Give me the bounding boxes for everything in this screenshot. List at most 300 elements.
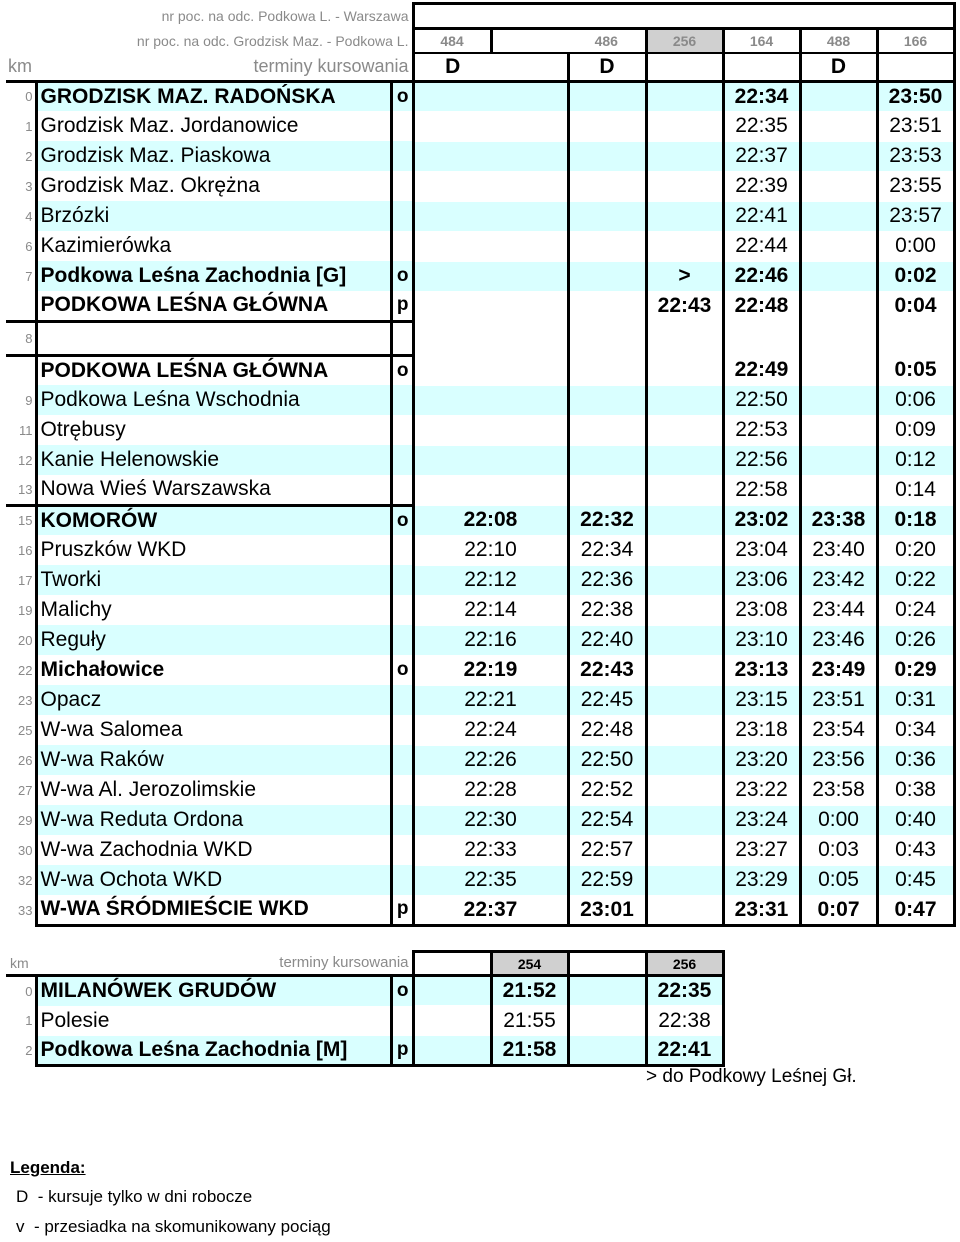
time-cell — [568, 445, 646, 475]
time-cell: 0:07 — [800, 895, 877, 925]
time-cell: 22:41 — [646, 1036, 723, 1066]
station-name: Tworki — [36, 565, 391, 595]
time-cell: 23:20 — [723, 745, 800, 775]
km-value: 1 — [6, 111, 36, 141]
time-cell — [568, 81, 646, 111]
time-cell — [800, 321, 877, 355]
time-cell — [646, 505, 723, 535]
km-value: 29 — [6, 805, 36, 835]
time-cell — [646, 595, 723, 625]
table-row — [6, 201, 954, 231]
time-cell: 22:28 — [413, 775, 568, 805]
time-cell: 22:41 — [723, 201, 800, 231]
table-row — [6, 321, 954, 355]
time-cell — [413, 201, 568, 231]
time-cell: 22:52 — [568, 775, 646, 805]
station-name: MILANÓWEK GRUDÓW — [36, 976, 391, 1006]
time-cell — [413, 111, 568, 141]
time-cell: 22:39 — [723, 171, 800, 201]
time-cell — [413, 1006, 491, 1036]
station-name: Michałowice — [36, 655, 391, 685]
time-cell — [413, 141, 568, 171]
time-cell: 22:30 — [413, 805, 568, 835]
time-cell — [413, 321, 568, 355]
time-cell: 0:18 — [877, 505, 954, 535]
station-mark — [391, 475, 413, 505]
station-mark — [391, 385, 413, 415]
km-header: km — [6, 952, 36, 976]
time-cell: 22:37 — [723, 141, 800, 171]
time-cell: 22:35 — [413, 865, 568, 895]
km-value: 16 — [6, 535, 36, 565]
time-cell — [646, 565, 723, 595]
train-number: 166 — [877, 29, 954, 54]
station-name: PODKOWA LEŚNA GŁÓWNA — [36, 291, 391, 321]
time-cell: 0:04 — [877, 291, 954, 321]
time-cell: 0:14 — [877, 475, 954, 505]
legend-code: D — [16, 1187, 29, 1206]
time-cell: 23:44 — [800, 595, 877, 625]
time-cell: 22:16 — [413, 625, 568, 655]
time-cell: 22:53 — [723, 415, 800, 445]
time-cell — [568, 291, 646, 321]
time-cell: 23:08 — [723, 595, 800, 625]
legend-item — [16, 1217, 331, 1237]
station-mark: o — [391, 505, 413, 535]
station-name — [36, 321, 391, 355]
station-name: GRODZISK MAZ. RADOŃSKA — [36, 81, 391, 111]
time-cell: 22:54 — [568, 805, 646, 835]
time-cell — [646, 201, 723, 231]
table-row — [6, 685, 954, 715]
station-mark: o — [391, 261, 413, 291]
time-cell: 23:04 — [723, 535, 800, 565]
km-value: 2 — [6, 1036, 36, 1066]
time-cell — [413, 261, 568, 291]
time-cell: 0:00 — [800, 805, 877, 835]
table-row — [6, 715, 954, 745]
km-value: 0 — [6, 976, 36, 1006]
station-mark — [391, 445, 413, 475]
station-mark — [391, 1006, 413, 1036]
time-cell — [413, 355, 568, 385]
station-mark — [391, 625, 413, 655]
time-cell: 0:47 — [877, 895, 954, 925]
time-cell — [568, 1006, 646, 1036]
time-cell: 0:22 — [877, 565, 954, 595]
time-cell: 22:08 — [413, 505, 568, 535]
km-value: 17 — [6, 565, 36, 595]
train-number: 256 — [646, 29, 723, 54]
time-cell: 22:58 — [723, 475, 800, 505]
footnote: > do Podkowy Leśnej Gł. — [646, 1066, 857, 1087]
terms-header: terminy kursowania — [36, 53, 413, 81]
table-row — [6, 745, 954, 775]
table-row — [6, 81, 954, 111]
time-cell: 23:01 — [568, 895, 646, 925]
station-name: Podkowa Leśna Zachodnia [M] — [36, 1036, 391, 1066]
time-cell: 0:00 — [877, 231, 954, 261]
table-row — [6, 475, 954, 505]
time-cell: 22:37 — [413, 895, 568, 925]
table-row — [6, 625, 954, 655]
time-cell: 23:56 — [800, 745, 877, 775]
day-code: D — [800, 53, 877, 81]
time-cell: 23:15 — [723, 685, 800, 715]
header-blank — [568, 952, 646, 976]
time-cell — [646, 715, 723, 745]
time-cell: 22:49 — [723, 355, 800, 385]
table-row — [6, 445, 954, 475]
time-cell: 22:19 — [413, 655, 568, 685]
time-cell: 22:50 — [568, 745, 646, 775]
time-cell: 0:09 — [877, 415, 954, 445]
station-name: W-WA ŚRÓDMIEŚCIE WKD — [36, 895, 391, 925]
day-code — [491, 53, 568, 81]
station-name: Grodzisk Maz. Piaskowa — [36, 141, 391, 171]
table-row — [6, 355, 954, 385]
time-cell: 0:43 — [877, 835, 954, 865]
km-value: 25 — [6, 715, 36, 745]
time-cell: 22:33 — [413, 835, 568, 865]
time-cell — [800, 141, 877, 171]
km-value: 13 — [6, 475, 36, 505]
time-cell: 23:02 — [723, 505, 800, 535]
time-cell — [646, 445, 723, 475]
km-value: 19 — [6, 595, 36, 625]
time-cell — [646, 895, 723, 925]
station-mark — [391, 111, 413, 141]
table-row — [6, 805, 954, 835]
time-cell — [646, 805, 723, 835]
legend-text: - przesiadka na skomunikowany pociąg — [33, 1217, 331, 1236]
time-cell — [800, 385, 877, 415]
time-cell: 23:57 — [877, 201, 954, 231]
branch-header-row — [6, 952, 723, 976]
train-number: 254 — [491, 952, 568, 976]
time-cell: 23:13 — [723, 655, 800, 685]
time-cell: > — [646, 261, 723, 291]
time-cell: 22:34 — [568, 535, 646, 565]
station-name: W-wa Zachodnia WKD — [36, 835, 391, 865]
station-name: PODKOWA LEŚNA GŁÓWNA — [36, 355, 391, 385]
time-cell: 23:31 — [723, 895, 800, 925]
station-mark: p — [391, 291, 413, 321]
time-cell — [413, 81, 568, 111]
station-mark — [391, 201, 413, 231]
time-cell — [800, 475, 877, 505]
time-cell — [646, 835, 723, 865]
table-row — [6, 505, 954, 535]
time-cell: 23:27 — [723, 835, 800, 865]
time-cell — [646, 415, 723, 445]
station-mark: o — [391, 655, 413, 685]
table-row — [6, 775, 954, 805]
table-row — [6, 1006, 723, 1036]
terms-header: terminy kursowania — [36, 952, 413, 976]
time-cell: 23:22 — [723, 775, 800, 805]
time-cell: 0:05 — [800, 865, 877, 895]
time-cell: 22:34 — [723, 81, 800, 111]
time-cell — [413, 415, 568, 445]
km-header: km — [6, 53, 36, 81]
time-cell: 23:24 — [723, 805, 800, 835]
table-row — [6, 261, 954, 291]
time-cell: 0:31 — [877, 685, 954, 715]
station-name: W-wa Salomea — [36, 715, 391, 745]
station-mark — [391, 775, 413, 805]
time-cell: 23:18 — [723, 715, 800, 745]
legend-item — [16, 1187, 252, 1207]
table-row — [6, 171, 954, 201]
station-name: W-wa Reduta Ordona — [36, 805, 391, 835]
time-cell — [568, 171, 646, 201]
km-value: 2 — [6, 141, 36, 171]
time-cell — [568, 385, 646, 415]
time-cell — [568, 201, 646, 231]
time-cell: 22:38 — [568, 595, 646, 625]
table-row — [6, 141, 954, 171]
time-cell — [800, 111, 877, 141]
header-blank — [413, 952, 491, 976]
train-number — [491, 29, 568, 54]
time-cell: 0:38 — [877, 775, 954, 805]
time-cell: 23:46 — [800, 625, 877, 655]
station-name: Podkowa Leśna Zachodnia [G] — [36, 261, 391, 291]
station-mark: p — [391, 895, 413, 925]
time-cell: 22:43 — [646, 291, 723, 321]
time-cell: 22:50 — [723, 385, 800, 415]
km-value: 33 — [6, 895, 36, 925]
time-cell: 22:59 — [568, 865, 646, 895]
time-cell — [568, 111, 646, 141]
time-cell: 22:46 — [723, 261, 800, 291]
time-cell — [723, 321, 800, 355]
day-code: D — [568, 53, 646, 81]
time-cell: 23:51 — [877, 111, 954, 141]
km-value: 32 — [6, 865, 36, 895]
time-cell: 22:21 — [413, 685, 568, 715]
km-value: 1 — [6, 1006, 36, 1036]
header-row-1 — [6, 4, 954, 29]
station-mark — [391, 715, 413, 745]
km-value: 11 — [6, 415, 36, 445]
station-name: Otrębusy — [36, 415, 391, 445]
station-mark: p — [391, 1036, 413, 1066]
time-cell — [646, 141, 723, 171]
station-mark — [391, 321, 413, 355]
route-label-2: nr poc. na odc. Grodzisk Maz. - Podkowa L. — [6, 29, 413, 54]
time-cell — [800, 355, 877, 385]
station-name: Pruszków WKD — [36, 535, 391, 565]
header-blank — [413, 4, 954, 29]
time-cell: 0:26 — [877, 625, 954, 655]
time-cell — [568, 261, 646, 291]
station-mark: o — [391, 81, 413, 111]
station-mark — [391, 535, 413, 565]
time-cell — [800, 171, 877, 201]
time-cell — [646, 385, 723, 415]
table-row — [6, 291, 954, 321]
station-mark — [391, 865, 413, 895]
time-cell: 23:06 — [723, 565, 800, 595]
station-mark — [391, 415, 413, 445]
branch-timetable — [6, 950, 725, 1067]
station-name: Brzózki — [36, 201, 391, 231]
time-cell: 23:29 — [723, 865, 800, 895]
time-cell: 0:06 — [877, 385, 954, 415]
time-cell: 22:44 — [723, 231, 800, 261]
table-row — [6, 595, 954, 625]
time-cell — [568, 976, 646, 1006]
time-cell: 22:48 — [568, 715, 646, 745]
time-cell: 22:38 — [646, 1006, 723, 1036]
time-cell — [800, 291, 877, 321]
time-cell — [646, 321, 723, 355]
station-mark — [391, 595, 413, 625]
time-cell — [800, 261, 877, 291]
time-cell — [646, 231, 723, 261]
km-value: 3 — [6, 171, 36, 201]
km-value: 26 — [6, 745, 36, 775]
day-code: D — [413, 53, 491, 81]
time-cell: 23:51 — [800, 685, 877, 715]
km-value: 9 — [6, 385, 36, 415]
km-value: 20 — [6, 625, 36, 655]
train-number: 486 — [568, 29, 646, 54]
time-cell: 0:05 — [877, 355, 954, 385]
time-cell: 22:43 — [568, 655, 646, 685]
day-code — [646, 53, 723, 81]
time-cell: 23:50 — [877, 81, 954, 111]
time-cell — [800, 415, 877, 445]
station-name: Opacz — [36, 685, 391, 715]
time-cell — [800, 201, 877, 231]
time-cell — [413, 385, 568, 415]
station-mark — [391, 565, 413, 595]
time-cell: 21:55 — [491, 1006, 568, 1036]
table-row — [6, 1036, 723, 1066]
time-cell — [646, 625, 723, 655]
table-row — [6, 895, 954, 925]
time-cell: 0:36 — [877, 745, 954, 775]
time-cell: 21:58 — [491, 1036, 568, 1066]
time-cell — [646, 355, 723, 385]
table-row — [6, 415, 954, 445]
time-cell — [646, 81, 723, 111]
time-cell: 0:02 — [877, 261, 954, 291]
station-mark — [391, 141, 413, 171]
km-value: 22 — [6, 655, 36, 685]
time-cell: 22:26 — [413, 745, 568, 775]
route-label-1: nr poc. na odc. Podkowa L. - Warszawa — [6, 4, 413, 29]
station-mark — [391, 805, 413, 835]
train-number: 256 — [646, 952, 723, 976]
table-row — [6, 111, 954, 141]
time-cell: 23:10 — [723, 625, 800, 655]
station-name: Reguły — [36, 625, 391, 655]
time-cell: 22:40 — [568, 625, 646, 655]
time-cell: 23:54 — [800, 715, 877, 745]
time-cell: 23:38 — [800, 505, 877, 535]
km-value — [6, 291, 36, 321]
station-name: Malichy — [36, 595, 391, 625]
station-name: Kazimierówka — [36, 231, 391, 261]
time-cell — [646, 865, 723, 895]
train-number: 484 — [413, 29, 491, 54]
station-name: W-wa Raków — [36, 745, 391, 775]
time-cell — [646, 685, 723, 715]
time-cell — [800, 231, 877, 261]
time-cell: 22:48 — [723, 291, 800, 321]
time-cell — [646, 171, 723, 201]
day-code — [877, 53, 954, 81]
station-mark: o — [391, 355, 413, 385]
km-value: 30 — [6, 835, 36, 865]
time-cell — [646, 745, 723, 775]
time-cell: 22:24 — [413, 715, 568, 745]
time-cell: 0:34 — [877, 715, 954, 745]
km-value: 0 — [6, 81, 36, 111]
train-number: 164 — [723, 29, 800, 54]
km-value: 8 — [6, 321, 36, 355]
time-cell — [800, 445, 877, 475]
time-cell: 22:45 — [568, 685, 646, 715]
train-number: 488 — [800, 29, 877, 54]
station-mark — [391, 685, 413, 715]
table-row — [6, 535, 954, 565]
time-cell: 21:52 — [491, 976, 568, 1006]
time-cell: 22:56 — [723, 445, 800, 475]
time-cell — [568, 415, 646, 445]
time-cell — [568, 321, 646, 355]
station-mark — [391, 745, 413, 775]
km-value: 27 — [6, 775, 36, 805]
table-row — [6, 231, 954, 261]
table-row — [6, 835, 954, 865]
time-cell: 0:03 — [800, 835, 877, 865]
station-name: Polesie — [36, 1006, 391, 1036]
time-cell: 22:57 — [568, 835, 646, 865]
header-row-3 — [6, 53, 954, 81]
time-cell: 22:32 — [568, 505, 646, 535]
km-value: 7 — [6, 261, 36, 291]
time-cell — [568, 1036, 646, 1066]
station-mark — [391, 171, 413, 201]
time-cell: 0:40 — [877, 805, 954, 835]
day-code — [723, 53, 800, 81]
time-cell — [568, 141, 646, 171]
km-value: 6 — [6, 231, 36, 261]
time-cell — [413, 976, 491, 1006]
km-value: 12 — [6, 445, 36, 475]
time-cell — [413, 291, 568, 321]
time-cell: 22:36 — [568, 565, 646, 595]
time-cell: 22:14 — [413, 595, 568, 625]
table-row — [6, 865, 954, 895]
time-cell: 22:35 — [646, 976, 723, 1006]
station-name: W-wa Al. Jerozolimskie — [36, 775, 391, 805]
legend-title: Legenda: — [10, 1158, 86, 1177]
station-mark — [391, 835, 413, 865]
time-cell: 23:53 — [877, 141, 954, 171]
time-cell: 22:10 — [413, 535, 568, 565]
time-cell: 23:58 — [800, 775, 877, 805]
table-row — [6, 976, 723, 1006]
legend-code: v — [16, 1217, 25, 1236]
time-cell — [413, 445, 568, 475]
time-cell: 22:12 — [413, 565, 568, 595]
